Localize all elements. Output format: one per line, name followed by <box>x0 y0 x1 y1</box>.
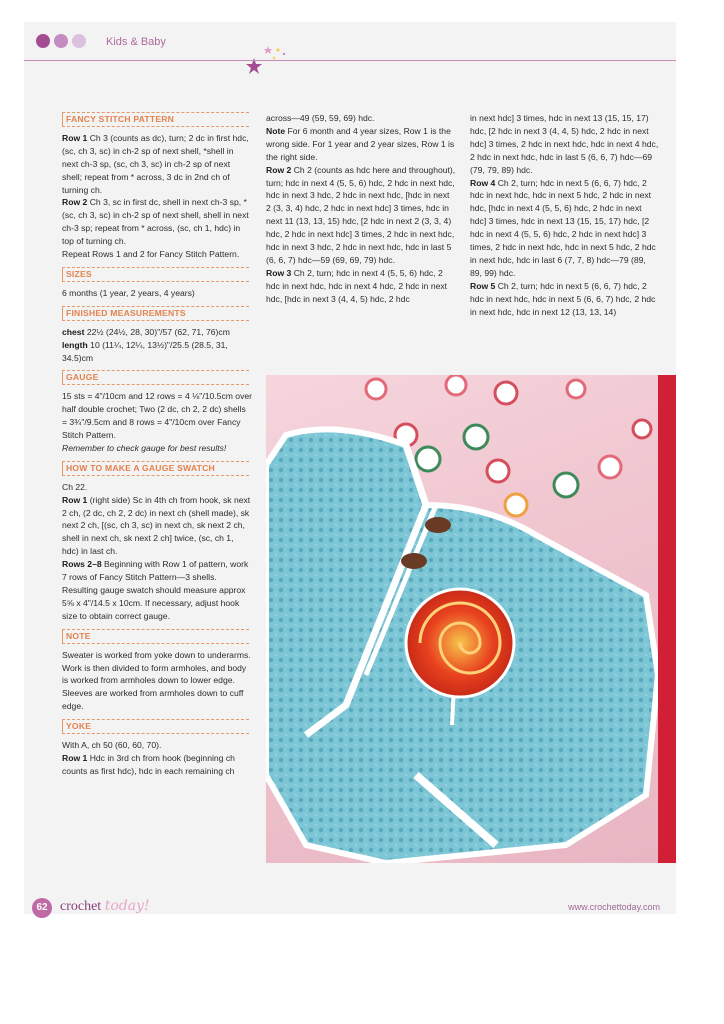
page-number: 62 <box>32 898 52 918</box>
paragraph <box>470 177 660 280</box>
section-heading-fancy: FANCY STITCH PATTERN <box>62 112 249 127</box>
sweater-photo <box>266 375 658 863</box>
footer-url[interactable]: www.crochettoday.com <box>568 902 660 912</box>
paragraph <box>62 132 252 197</box>
section-heading-yoke: YOKE <box>62 719 249 734</box>
paragraph <box>266 267 456 306</box>
paragraph <box>62 558 252 623</box>
paragraph <box>266 125 456 164</box>
row-label: Row 1 <box>62 132 88 143</box>
paragraph <box>62 752 252 778</box>
sweater-illustration <box>266 375 658 863</box>
row-label: Row 1 <box>62 494 88 505</box>
paragraph <box>470 280 660 319</box>
row-label: Row 2 <box>266 164 292 175</box>
paragraph <box>62 196 252 248</box>
row-text: Ch 2, turn; hdc in next 4 (5, 5, 6) hdc, 2 hdc in next hdc, hdc in next 4 hdc, 2 hdc in next hdc, [hdc in next 3 (4, 4, 5) hdc, 2 hdc <box>266 267 448 304</box>
row-label: Row 4 <box>470 177 496 188</box>
dot-icon <box>36 34 50 48</box>
section-title: Kids & Baby <box>106 36 166 48</box>
brand-logo <box>60 898 150 915</box>
brand-name: crochet <box>60 899 102 914</box>
header-divider <box>24 60 676 61</box>
paragraph: Repeat Rows 1 and 2 for Fancy Stitch Pattern. <box>62 249 240 260</box>
paragraph: Sweater is worked from yoke down to underarms. Work is then divided to form armholes, and body is worked from armholes down to lower edge. Sleeves are worked from armholes down to cuff edge. <box>62 649 251 712</box>
row-label: Row 3 <box>266 267 292 278</box>
row-text: 22½ (24½, 28, 30)"/57 (62, 71, 76)cm <box>84 326 230 337</box>
paragraph <box>62 494 252 559</box>
paragraph: in next hdc] 3 times, hdc in next 13 (15, 15, 17) hdc, [2 hdc in next 3 (4, 4, 5) hdc, 2 hdc in next hdc] 3 times, 2 hdc in next hdc, hdc in next 4 hdc, 2 hdc in next hdc, hdc in last 5 (6, 6, 7) hdc—69 (79, 79, 89) hdc. <box>470 113 659 175</box>
section-heading-note: NOTE <box>62 629 249 644</box>
row-label: Rows 2–8 <box>62 559 102 570</box>
paragraph: Ch 22. <box>62 481 88 492</box>
paragraph <box>62 442 252 455</box>
dot-icon <box>54 34 68 48</box>
row-text: (right side) Sc in 4th ch from hook, sk next 2 ch, (2 dc, ch 2, 2 dc) in next ch (shell made), sk next 2 ch, [(sc, ch 3, sc) in next ch, sk next 2 ch, shell in next ch, sk next 2 ch] twice, (sc, ch 1, hdc) in last ch. <box>62 494 251 557</box>
section-heading-gauge: GAUGE <box>62 370 249 385</box>
row-text: Ch 2 (counts as hdc here and throughout), turn; hdc in next 4 (5, 5, 6) hdc, 2 hdc in next hdc, hdc in next 3 hdc, 2 hdc in next hdc, [hdc in next 2 (3, 3, 4) hdc, 2 hdc in next hdc] 3 times, hdc in next 11 (13, 13, 15) hdc, [2 hdc in next 2 (3, 3, 4) hdc, 2 hdc in next hdc] 3 times, 2 hdc in next hdc, hdc in next 3 hdc, 2 hdc in next hdc, hdc in last 5 (6, 6, 7) hdc—59 (69, 69, 79) hdc. <box>266 164 456 265</box>
section-heading-finished: FINISHED MEASUREMENTS <box>62 306 249 321</box>
column-3 <box>470 112 660 319</box>
paragraph: 15 sts = 4"/10cm and 12 rows = 4 ⅛"/10.5cm over half double crochet; Two (2 dc, ch 2, 2 dc) shells = 3¾"/9.5cm and 8 rows = 4"/10cm over Fancy Stitch Pattern. <box>62 391 253 441</box>
dot-icon <box>72 34 86 48</box>
section-heading-swatch: HOW TO MAKE A GAUGE SWATCH <box>62 461 249 476</box>
stars-icon <box>244 44 304 74</box>
row-label: Note <box>266 125 286 136</box>
section-heading-sizes: SIZES <box>62 267 249 282</box>
paragraph: across—49 (59, 59, 69) hdc. <box>266 113 375 123</box>
column-2 <box>266 112 456 306</box>
row-text: Ch 2, turn; hdc in next 5 (6, 6, 7) hdc, 2 hdc in next hdc, hdc in next 5 (6, 6, 7) hdc, 2 hdc in next hdc, hdc in next 12 (13, 13, 14) <box>470 280 656 317</box>
column-1 <box>62 112 252 778</box>
row-text: Beginning with Row 1 of pattern, work 7 rows of Fancy Stitch Pattern—3 shells. Resulting gauge swatch should measure approx 5⅝ x 4"/14.5 x 10cm. If necessary, adjust hook size to obtain correct gauge. <box>62 559 249 621</box>
paragraph <box>62 339 252 365</box>
paragraph: With A, ch 50 (60, 60, 70). <box>62 740 162 751</box>
row-label: chest <box>62 326 85 337</box>
paragraph <box>266 164 456 267</box>
row-text: For 6 month and 4 year sizes, Row 1 is the wrong side. For 1 year and 2 year sizes, Row 1 is the right side. <box>266 125 455 162</box>
row-label: length <box>62 339 88 350</box>
row-text: Ch 2, turn; hdc in next 5 (6, 6, 7) hdc, 2 hdc in next hdc, hdc in next 5 hdc, 2 hdc in next hdc, [hdc in next 4 (5, 5, 6) hdc, 2 hdc in next hdc] 3 times, hdc in next 13 (15, 15, 17) hdc, [2 hdc in next 4 (5, 5, 6) hdc, 2 hdc in next hdc] 3 times, 2 hdc in next hdc, hdc in next 5 hdc, 2 hdc in next hdc, hdc in last 6 (7, 7, 8) hdc—79 (89, 89, 99) hdc. <box>470 177 656 278</box>
paragraph: 6 months (1 year, 2 years, 4 years) <box>62 287 195 298</box>
photo-edge-strip <box>658 375 676 863</box>
row-text: Ch 3, sc in first dc, shell in next ch-3 sp, *(sc, ch 3, sc) in ch-2 sp of next shell, shell in next ch-3 sp; repeat from * across, (sc, ch 1, hdc) in top of turning ch. <box>62 197 249 247</box>
row-label: Row 1 <box>62 752 88 763</box>
row-text: Ch 3 (counts as dc), turn; 2 dc in first hdc, (sc, ch 3, sc) in ch-2 sp of next shell, *shell in next ch-3 sp, (sc, ch 3, sc) in ch-2 sp of next shell; repeat from * across, 3 dc in 2nd ch of turning ch. <box>62 132 249 195</box>
row-label: Row 2 <box>62 197 88 208</box>
magazine-page <box>24 22 676 914</box>
paragraph <box>62 326 252 339</box>
row-text: 10 (11¼, 12¼, 13½)"/25.5 (28.5, 31, 34.5)cm <box>62 339 228 363</box>
brand-script: today! <box>104 898 150 914</box>
header-dots <box>36 34 86 48</box>
row-label: Row 5 <box>470 280 496 291</box>
row-text: Hdc in 3rd ch from hook (beginning ch counts as first hdc), hdc in each remaining ch <box>62 752 235 776</box>
gauge-note: Remember to check gauge for best results! <box>62 442 227 453</box>
